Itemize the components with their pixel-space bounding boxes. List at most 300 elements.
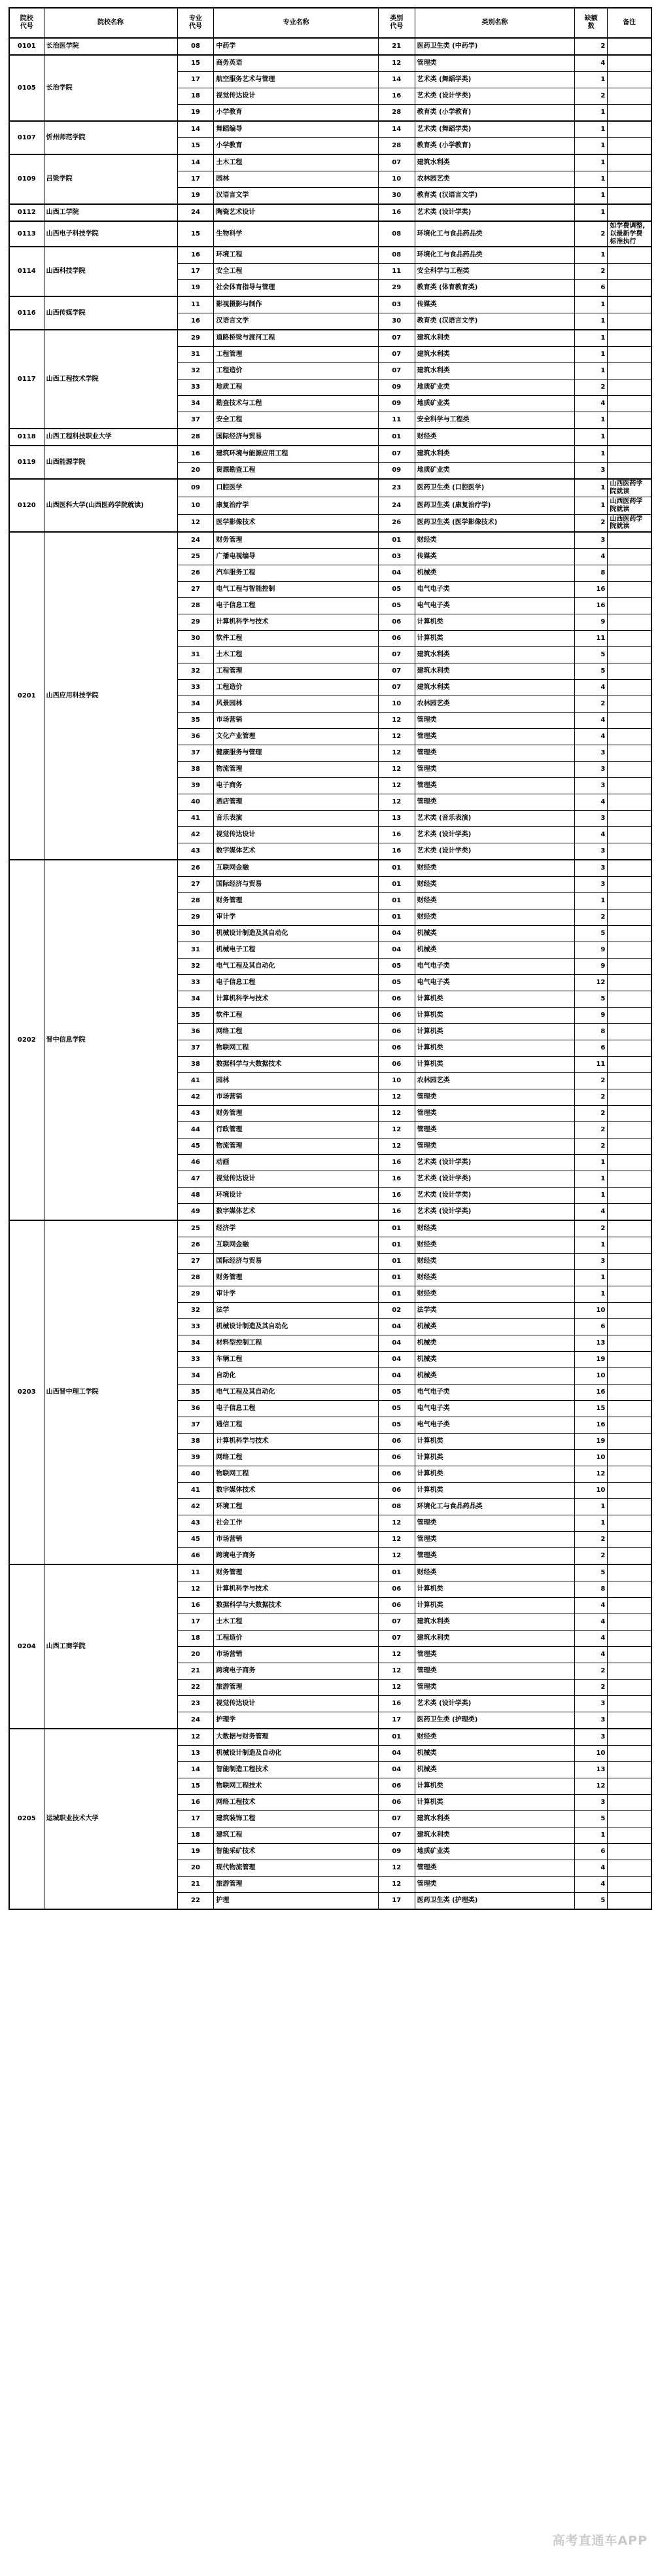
category-name-cell: 财经类 [415, 909, 574, 926]
remark-cell [608, 55, 651, 72]
category-name-cell: 管理类 [415, 1122, 574, 1138]
school-name-cell: 忻州师范学院 [44, 121, 177, 154]
category-name-cell: 财经类 [415, 893, 574, 909]
remark-cell [608, 1352, 651, 1368]
category-name-cell: 计算机类 [415, 1040, 574, 1057]
category-code-cell: 10 [378, 171, 415, 188]
major-name-cell: 安全工程 [214, 412, 378, 429]
major-code-cell: 19 [177, 188, 214, 205]
quota-cell: 3 [575, 778, 608, 794]
major-name-cell: 汉语言文学 [214, 313, 378, 330]
category-name-cell: 建筑水利类 [415, 663, 574, 680]
quota-cell: 5 [575, 1564, 608, 1581]
quota-cell: 8 [575, 1581, 608, 1598]
remark-cell [608, 1270, 651, 1286]
major-name-cell: 工程管理 [214, 347, 378, 363]
major-name-cell: 工程造价 [214, 363, 378, 379]
major-code-cell: 43 [177, 1106, 214, 1122]
quota-cell: 12 [575, 1778, 608, 1795]
category-code-cell: 12 [378, 729, 415, 745]
remark-cell [608, 860, 651, 877]
remark-cell [608, 1631, 651, 1647]
quota-cell: 4 [575, 794, 608, 811]
quota-cell: 1 [575, 204, 608, 221]
category-code-cell: 16 [378, 1204, 415, 1221]
category-name-cell: 安全科学与工程类 [415, 412, 574, 429]
major-code-cell: 35 [177, 1008, 214, 1024]
major-code-cell: 32 [177, 959, 214, 975]
category-code-cell: 03 [378, 549, 415, 565]
category-name-cell: 地质矿业类 [415, 1844, 574, 1860]
category-name-cell: 机械类 [415, 1746, 574, 1762]
major-code-cell: 22 [177, 1680, 214, 1696]
category-code-cell: 07 [378, 663, 415, 680]
category-name-cell: 管理类 [415, 794, 574, 811]
quota-cell: 2 [575, 1220, 608, 1237]
category-code-cell: 12 [378, 1122, 415, 1138]
category-code-cell: 01 [378, 877, 415, 893]
remark-cell [608, 1778, 651, 1795]
quota-cell: 3 [575, 843, 608, 860]
major-name-cell: 生物科学 [214, 221, 378, 247]
category-code-cell: 04 [378, 1335, 415, 1352]
remark-cell [608, 1466, 651, 1483]
major-code-cell: 36 [177, 729, 214, 745]
major-code-cell: 16 [177, 313, 214, 330]
table-row [9, 532, 651, 549]
category-name-cell: 医药卫生类 (医学影像技术) [415, 514, 574, 532]
major-code-cell: 32 [177, 363, 214, 379]
category-code-cell: 02 [378, 1303, 415, 1319]
remark-cell [608, 1614, 651, 1631]
major-code-cell: 37 [177, 1417, 214, 1434]
quota-cell: 10 [575, 1746, 608, 1762]
remark-cell [608, 1401, 651, 1417]
category-code-cell: 06 [378, 1598, 415, 1614]
major-name-cell: 材料型控制工程 [214, 1335, 378, 1352]
category-code-cell: 12 [378, 1532, 415, 1548]
vacancy-table [9, 7, 652, 1910]
school-code-cell: 0101 [9, 38, 44, 55]
major-name-cell: 小学教育 [214, 105, 378, 122]
category-name-cell: 机械类 [415, 1352, 574, 1368]
remark-cell: 山西医药学院就读 [608, 497, 651, 514]
quota-cell: 1 [575, 1155, 608, 1171]
remark-cell [608, 1598, 651, 1614]
remark-cell [608, 1729, 651, 1746]
category-code-cell: 04 [378, 565, 415, 582]
major-name-cell: 酒店管理 [214, 794, 378, 811]
category-code-cell: 07 [378, 1811, 415, 1827]
category-code-cell: 01 [378, 893, 415, 909]
major-name-cell: 园林 [214, 171, 378, 188]
remark-cell [608, 1171, 651, 1188]
remark-cell [608, 549, 651, 565]
remark-cell [608, 1762, 651, 1778]
major-name-cell: 智能制造工程技术 [214, 1762, 378, 1778]
quota-cell: 5 [575, 663, 608, 680]
major-name-cell: 互联网金融 [214, 860, 378, 877]
quota-cell: 19 [575, 1352, 608, 1368]
category-name-cell: 农林园艺类 [415, 171, 574, 188]
category-code-cell: 01 [378, 860, 415, 877]
quota-cell: 2 [575, 696, 608, 713]
major-code-cell: 15 [177, 138, 214, 155]
category-name-cell: 财经类 [415, 1286, 574, 1303]
remark-cell [608, 1548, 651, 1565]
category-code-cell: 07 [378, 446, 415, 463]
quota-cell: 1 [575, 247, 608, 264]
school-code-cell: 0113 [9, 221, 44, 247]
remark-cell [608, 1434, 651, 1450]
category-code-cell: 12 [378, 1106, 415, 1122]
major-name-cell: 电气工程及其自动化 [214, 959, 378, 975]
major-code-cell: 40 [177, 794, 214, 811]
remark-cell [608, 1877, 651, 1893]
category-name-cell: 医药卫生类 (护理类) [415, 1712, 574, 1729]
major-code-cell: 29 [177, 330, 214, 347]
major-name-cell: 大数据与财务管理 [214, 1729, 378, 1746]
major-code-cell: 37 [177, 1040, 214, 1057]
category-code-cell: 04 [378, 1319, 415, 1335]
category-name-cell: 计算机类 [415, 1598, 574, 1614]
category-code-cell: 05 [378, 1417, 415, 1434]
category-code-cell: 30 [378, 313, 415, 330]
major-name-cell: 数字媒体技术 [214, 1483, 378, 1499]
category-name-cell: 计算机类 [415, 1581, 574, 1598]
remark-cell [608, 663, 651, 680]
category-name-cell: 建筑水利类 [415, 647, 574, 663]
category-code-cell: 12 [378, 1877, 415, 1893]
major-name-cell: 视觉传达设计 [214, 1171, 378, 1188]
category-code-cell: 12 [378, 1663, 415, 1680]
school-name-cell: 山西科技学院 [44, 247, 177, 296]
category-name-cell: 电气电子类 [415, 1385, 574, 1401]
major-code-cell: 26 [177, 565, 214, 582]
remark-cell [608, 1499, 651, 1515]
category-code-cell: 14 [378, 72, 415, 88]
remark-cell [608, 88, 651, 105]
remark-cell [608, 942, 651, 959]
quota-cell: 16 [575, 1417, 608, 1434]
quota-cell: 4 [575, 1647, 608, 1663]
category-name-cell: 财经类 [415, 1270, 574, 1286]
quota-cell: 6 [575, 1319, 608, 1335]
quota-cell: 1 [575, 105, 608, 122]
major-name-cell: 工程造价 [214, 1631, 378, 1647]
remark-cell [608, 729, 651, 745]
major-code-cell: 42 [177, 1089, 214, 1106]
category-code-cell: 12 [378, 1548, 415, 1565]
major-name-cell: 护理学 [214, 1712, 378, 1729]
major-name-cell: 建筑工程 [214, 1827, 378, 1844]
category-name-cell: 计算机类 [415, 1795, 574, 1811]
category-name-cell: 医药卫生类 (中药学) [415, 38, 574, 55]
category-code-cell: 30 [378, 188, 415, 205]
major-code-cell: 31 [177, 347, 214, 363]
major-code-cell: 36 [177, 1024, 214, 1040]
major-name-cell: 互联网金融 [214, 1237, 378, 1254]
quota-cell: 4 [575, 1614, 608, 1631]
quota-cell: 1 [575, 479, 608, 497]
category-name-cell: 电气电子类 [415, 1417, 574, 1434]
table-row [9, 446, 651, 463]
quota-cell: 2 [575, 514, 608, 532]
major-name-cell: 财务管理 [214, 1270, 378, 1286]
category-code-cell: 16 [378, 1155, 415, 1171]
table-row [9, 154, 651, 171]
remark-cell [608, 762, 651, 778]
header-major-name: 专业名称 [214, 8, 378, 38]
quota-cell: 2 [575, 1680, 608, 1696]
table-row [9, 296, 651, 313]
major-code-cell: 24 [177, 204, 214, 221]
major-name-cell: 财务管理 [214, 1106, 378, 1122]
remark-cell [608, 1450, 651, 1466]
category-name-cell: 艺术类 (音乐表演) [415, 811, 574, 827]
header-quota: 缺额 数 [575, 8, 608, 38]
quota-cell: 4 [575, 1860, 608, 1877]
category-name-cell: 财经类 [415, 532, 574, 549]
major-code-cell: 11 [177, 296, 214, 313]
category-code-cell: 05 [378, 582, 415, 598]
major-name-cell: 市场营销 [214, 1647, 378, 1663]
category-name-cell: 电气电子类 [415, 975, 574, 991]
remark-cell [608, 1335, 651, 1352]
category-name-cell: 教育类 (汉语言文学) [415, 188, 574, 205]
major-code-cell: 41 [177, 1483, 214, 1499]
major-code-cell: 46 [177, 1155, 214, 1171]
quota-cell: 9 [575, 614, 608, 631]
category-name-cell: 机械类 [415, 1319, 574, 1335]
remark-cell [608, 1286, 651, 1303]
category-name-cell: 管理类 [415, 729, 574, 745]
quota-cell: 9 [575, 959, 608, 975]
major-name-cell: 中药学 [214, 38, 378, 55]
major-name-cell: 康复治疗学 [214, 497, 378, 514]
category-code-cell: 06 [378, 1466, 415, 1483]
quota-cell: 2 [575, 1138, 608, 1155]
major-code-cell: 19 [177, 1844, 214, 1860]
remark-cell [608, 1188, 651, 1204]
major-code-cell: 14 [177, 121, 214, 138]
major-name-cell: 财务管理 [214, 893, 378, 909]
major-name-cell: 经济学 [214, 1220, 378, 1237]
remark-cell [608, 991, 651, 1008]
category-name-cell: 艺术类 (舞蹈学类) [415, 72, 574, 88]
table-row [9, 330, 651, 347]
quota-cell: 10 [575, 1368, 608, 1385]
remark-cell [608, 1581, 651, 1598]
major-code-cell: 45 [177, 1138, 214, 1155]
major-name-cell: 计算机科学与技术 [214, 1434, 378, 1450]
major-name-cell: 数据科学与大数据技术 [214, 1057, 378, 1073]
category-code-cell: 12 [378, 1647, 415, 1663]
category-name-cell: 艺术类 (设计学类) [415, 1155, 574, 1171]
major-code-cell: 37 [177, 412, 214, 429]
remark-cell: 如学费调整,以最新学费标准执行 [608, 221, 651, 247]
remark-cell [608, 1204, 651, 1221]
school-code-cell: 0203 [9, 1220, 44, 1564]
school-code-cell: 0202 [9, 860, 44, 1220]
major-name-cell: 建筑环境与能源应用工程 [214, 446, 378, 463]
category-name-cell: 环境化工与食品药品类 [415, 1499, 574, 1515]
category-name-cell: 机械类 [415, 1762, 574, 1778]
quota-cell: 5 [575, 926, 608, 942]
major-name-cell: 旅游管理 [214, 1877, 378, 1893]
major-name-cell: 车辆工程 [214, 1352, 378, 1368]
quota-cell: 1 [575, 188, 608, 205]
category-code-cell: 12 [378, 794, 415, 811]
category-name-cell: 环境化工与食品药品类 [415, 247, 574, 264]
school-name-cell: 运城职业技术大学 [44, 1729, 177, 1909]
quota-cell: 5 [575, 1811, 608, 1827]
major-name-cell: 数字媒体艺术 [214, 843, 378, 860]
category-name-cell: 建筑水利类 [415, 1827, 574, 1844]
quota-cell: 15 [575, 1401, 608, 1417]
remark-cell [608, 713, 651, 729]
category-name-cell: 艺术类 (设计学类) [415, 843, 574, 860]
major-code-cell: 34 [177, 1368, 214, 1385]
category-name-cell: 财经类 [415, 1729, 574, 1746]
quota-cell: 4 [575, 1877, 608, 1893]
school-name-cell: 晋中信息学院 [44, 860, 177, 1220]
category-code-cell: 05 [378, 1401, 415, 1417]
category-code-cell: 01 [378, 1254, 415, 1270]
major-name-cell: 广播电视编导 [214, 549, 378, 565]
quota-cell: 9 [575, 942, 608, 959]
category-name-cell: 管理类 [415, 1089, 574, 1106]
quota-cell: 4 [575, 549, 608, 565]
category-code-cell: 08 [378, 247, 415, 264]
major-name-cell: 电子信息工程 [214, 975, 378, 991]
major-code-cell: 19 [177, 280, 214, 297]
category-code-cell: 11 [378, 264, 415, 280]
category-name-cell: 建筑水利类 [415, 363, 574, 379]
school-code-cell: 0105 [9, 55, 44, 121]
category-code-cell: 05 [378, 975, 415, 991]
category-name-cell: 计算机类 [415, 1434, 574, 1450]
major-name-cell: 护理 [214, 1893, 378, 1910]
major-code-cell: 41 [177, 1073, 214, 1089]
major-name-cell: 市场营销 [214, 1532, 378, 1548]
quota-cell: 4 [575, 827, 608, 843]
category-code-cell: 12 [378, 1860, 415, 1877]
major-code-cell: 25 [177, 1220, 214, 1237]
major-code-cell: 31 [177, 647, 214, 663]
school-code-cell: 0120 [9, 479, 44, 532]
major-code-cell: 17 [177, 72, 214, 88]
major-name-cell: 物联网工程技术 [214, 1778, 378, 1795]
major-name-cell: 电气工程及其自动化 [214, 1385, 378, 1401]
category-code-cell: 07 [378, 1631, 415, 1647]
major-code-cell: 16 [177, 247, 214, 264]
major-code-cell: 19 [177, 105, 214, 122]
major-code-cell: 38 [177, 1057, 214, 1073]
quota-cell: 2 [575, 1073, 608, 1089]
remark-cell [608, 598, 651, 614]
major-name-cell: 物联网工程 [214, 1040, 378, 1057]
school-code-cell: 0119 [9, 446, 44, 479]
category-name-cell: 管理类 [415, 1647, 574, 1663]
remark-cell [608, 631, 651, 647]
major-code-cell: 36 [177, 1401, 214, 1417]
remark-cell [608, 446, 651, 463]
major-name-cell: 机械设计制造及其自动化 [214, 1319, 378, 1335]
category-name-cell: 环境化工与食品药品类 [415, 221, 574, 247]
major-code-cell: 28 [177, 429, 214, 446]
major-code-cell: 39 [177, 1450, 214, 1466]
category-code-cell: 01 [378, 1237, 415, 1254]
school-name-cell: 山西应用科技学院 [44, 532, 177, 860]
school-name-cell: 山西工商学院 [44, 1564, 177, 1729]
major-code-cell: 17 [177, 264, 214, 280]
quota-cell: 1 [575, 1171, 608, 1188]
school-name-cell: 山西晋中理工学院 [44, 1220, 177, 1564]
category-name-cell: 机械类 [415, 942, 574, 959]
major-code-cell: 21 [177, 1663, 214, 1680]
category-code-cell: 04 [378, 1746, 415, 1762]
category-name-cell: 医药卫生类 (康复治疗学) [415, 497, 574, 514]
school-name-cell: 长治医学院 [44, 38, 177, 55]
table-row [9, 38, 651, 55]
major-code-cell: 10 [177, 497, 214, 514]
major-code-cell: 24 [177, 532, 214, 549]
category-code-cell: 06 [378, 1778, 415, 1795]
quota-cell: 2 [575, 88, 608, 105]
major-name-cell: 网络工程 [214, 1024, 378, 1040]
school-code-cell: 0117 [9, 330, 44, 429]
remark-cell [608, 379, 651, 396]
quota-cell: 1 [575, 1286, 608, 1303]
major-code-cell: 17 [177, 171, 214, 188]
major-code-cell: 45 [177, 1532, 214, 1548]
remark-cell: 山西医药学院就读 [608, 514, 651, 532]
category-code-cell: 12 [378, 762, 415, 778]
category-name-cell: 教育类 (小学教育) [415, 138, 574, 155]
category-name-cell: 计算机类 [415, 1778, 574, 1795]
category-code-cell: 04 [378, 1368, 415, 1385]
school-code-cell: 0118 [9, 429, 44, 446]
quota-cell: 11 [575, 631, 608, 647]
major-name-cell: 现代物流管理 [214, 1860, 378, 1877]
category-name-cell: 机械类 [415, 1368, 574, 1385]
category-name-cell: 管理类 [415, 1860, 574, 1877]
remark-cell [608, 429, 651, 446]
category-code-cell: 17 [378, 1893, 415, 1910]
quota-cell: 16 [575, 598, 608, 614]
major-name-cell: 道路桥梁与渡河工程 [214, 330, 378, 347]
major-code-cell: 32 [177, 1303, 214, 1319]
quota-cell: 3 [575, 811, 608, 827]
major-name-cell: 视觉传达设计 [214, 1696, 378, 1712]
remark-cell [608, 532, 651, 549]
major-code-cell: 47 [177, 1171, 214, 1188]
major-name-cell: 网络工程 [214, 1450, 378, 1466]
quota-cell: 1 [575, 347, 608, 363]
category-name-cell: 教育类 (小学教育) [415, 105, 574, 122]
major-code-cell: 40 [177, 1466, 214, 1483]
category-name-cell: 计算机类 [415, 1057, 574, 1073]
major-name-cell: 土木工程 [214, 647, 378, 663]
major-code-cell: 28 [177, 1270, 214, 1286]
major-code-cell: 20 [177, 1860, 214, 1877]
major-code-cell: 29 [177, 1286, 214, 1303]
major-name-cell: 市场营销 [214, 713, 378, 729]
remark-cell [608, 1073, 651, 1089]
category-name-cell: 管理类 [415, 762, 574, 778]
quota-cell: 1 [575, 121, 608, 138]
